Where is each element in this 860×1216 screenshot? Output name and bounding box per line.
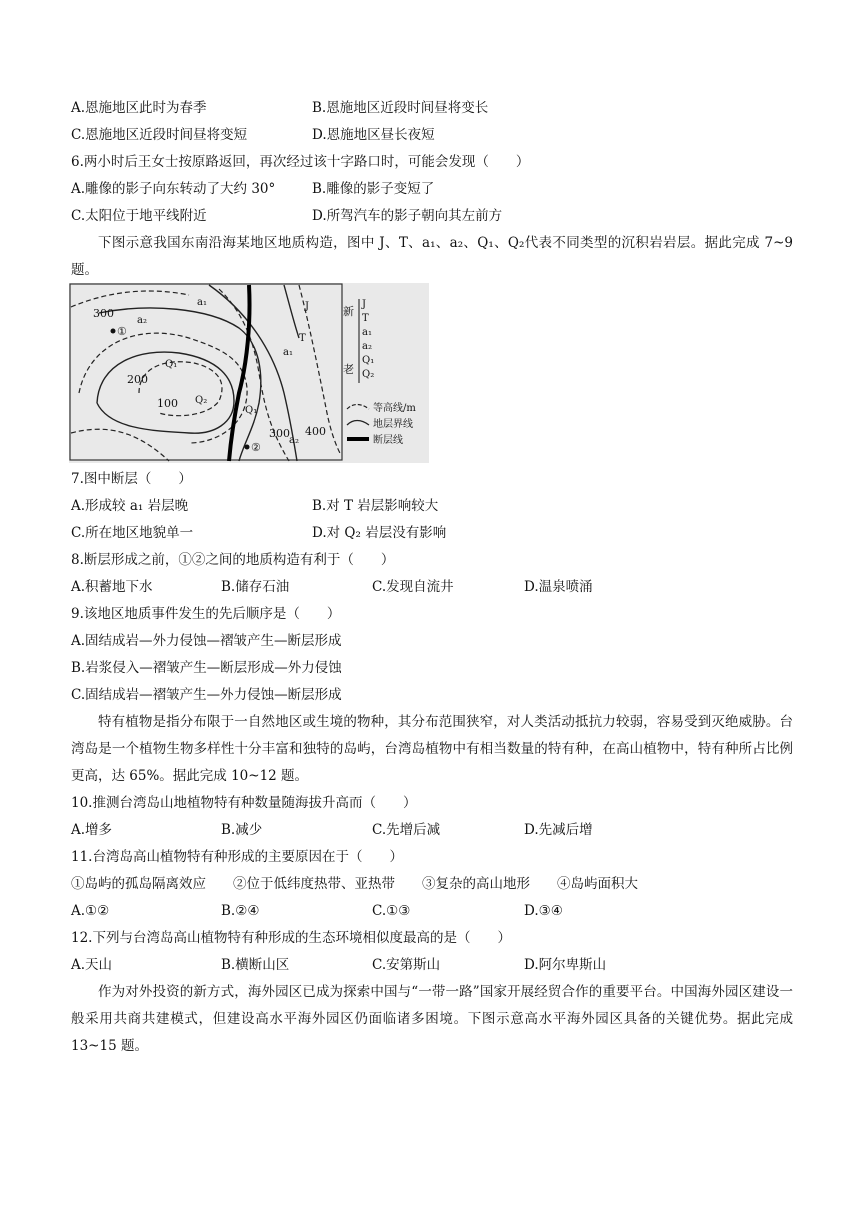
q5-option-c: C.恩施地区近段时间昼将变短 bbox=[71, 127, 248, 143]
q6-option-b: B.雕像的影子变短了 bbox=[312, 181, 435, 197]
q10-option-b: B.减少 bbox=[221, 822, 263, 838]
q8-option-c: C.发现自流井 bbox=[372, 579, 454, 595]
legend-fault-label: 断层线 bbox=[373, 435, 403, 446]
geology-map-figure bbox=[69, 283, 429, 463]
q8-option-b: B.储存石油 bbox=[221, 579, 290, 595]
q12-option-b: B.横断山区 bbox=[221, 957, 290, 973]
q12-stem: 12.下列与台湾岛高山植物特有种形成的生态环境相似度最高的是（ ） bbox=[71, 930, 511, 946]
q9-option-a: A.固结成岩—外力侵蚀—褶皱产生—断层形成 bbox=[71, 633, 342, 649]
contour-label-100: 100 bbox=[157, 397, 178, 410]
strata-t: T bbox=[362, 313, 369, 324]
q11-option-d: D.③④ bbox=[524, 903, 563, 919]
strata-q1: Q₁ bbox=[362, 355, 375, 366]
layer-j: J bbox=[305, 301, 310, 312]
q7-option-a: A.形成较 a₁ 岩层晚 bbox=[71, 498, 189, 514]
q6-option-d: D.所驾汽车的影子朝向其左前方 bbox=[312, 208, 503, 224]
q5-option-b: B.恩施地区近段时间昼将变长 bbox=[312, 100, 489, 116]
q6-option-c: C.太阳位于地平线附近 bbox=[71, 208, 207, 224]
contour-label-200: 200 bbox=[127, 373, 148, 386]
q10-option-d: D.先减后增 bbox=[524, 822, 593, 838]
q6-option-a: A.雕像的影子向东转动了大约 30° bbox=[71, 181, 276, 197]
layer-q1-right: Q₁ bbox=[245, 405, 258, 416]
layer-a2-right: a₂ bbox=[289, 435, 299, 446]
contour-label-400: 400 bbox=[305, 425, 326, 438]
q11-option-a: A.①② bbox=[71, 903, 110, 919]
q11-option-b: B.②④ bbox=[221, 903, 260, 919]
q12-option-a: A.天山 bbox=[71, 957, 113, 973]
q7-stem: 7.图中断层（ ） bbox=[71, 471, 192, 487]
point-1-dot bbox=[111, 329, 116, 334]
q10-option-a: A.增多 bbox=[71, 822, 113, 838]
point-2-dot bbox=[245, 445, 250, 450]
q8-stem: 8.断层形成之前，①②之间的地质构造有利于（ ） bbox=[71, 552, 395, 568]
layer-q2: Q₂ bbox=[195, 395, 208, 406]
layer-a1-top: a₁ bbox=[197, 297, 207, 308]
q11-option-c: C.①③ bbox=[372, 903, 411, 919]
q11-items: ①岛屿的孤岛隔离效应 ②位于低纬度热带、亚热带 ③复杂的高山地形 ④岛屿面积大 bbox=[71, 876, 638, 892]
layer-a1-right: a₁ bbox=[283, 347, 293, 358]
layer-t: T bbox=[299, 333, 306, 344]
strata-a1: a₁ bbox=[362, 327, 372, 338]
intro-q7-9: 下图示意我国东南沿海某地区地质构造，图中 J、T、a₁、a₂、Q₁、Q₂代表不同类型的沉积岩岩层。据此完成 7~9 题。 bbox=[71, 235, 793, 278]
q10-option-c: C.先增后减 bbox=[372, 822, 441, 838]
strata-a2: a₂ bbox=[362, 341, 372, 352]
strata-j: J bbox=[362, 299, 367, 310]
contour-label-300b: 300 bbox=[269, 427, 290, 440]
q8-option-a: A.积蓄地下水 bbox=[71, 579, 153, 595]
q5-option-d: D.恩施地区昼长夜短 bbox=[312, 127, 435, 143]
intro-q13-15: 作为对外投资的新方式，海外园区已成为探索中国与“一带一路”国家开展经贸合作的重要平台。中国海外园区建设一般采用共商共建模式，但建设高水平海外园区仍面临诸多困境。下图示意高水平海外园区具备的关键优势。据此完成 13~15 题。 bbox=[71, 984, 793, 1054]
geology-map bbox=[69, 283, 429, 463]
q7-option-b: B.对 T 岩层影响较大 bbox=[312, 498, 439, 514]
point-2-label: ② bbox=[251, 441, 261, 454]
q11-stem: 11.台湾岛高山植物特有种形成的主要原因在于（ ） bbox=[71, 849, 403, 865]
age-new-label: 新 bbox=[343, 305, 354, 318]
q12-option-d: D.阿尔卑斯山 bbox=[524, 957, 607, 973]
layer-a2-left: a₂ bbox=[137, 315, 147, 326]
q5-option-a: A.恩施地区此时为春季 bbox=[71, 100, 207, 116]
q9-stem: 9.该地区地质事件发生的先后顺序是（ ） bbox=[71, 606, 341, 622]
q10-stem: 10.推测台湾岛山地植物特有种数量随海拔升高而（ ） bbox=[71, 795, 417, 811]
legend-contour-label: 等高线/m bbox=[373, 403, 416, 414]
strata-q2: Q₂ bbox=[362, 369, 375, 380]
q12-option-c: C.安第斯山 bbox=[372, 957, 441, 973]
point-1-label: ① bbox=[117, 325, 127, 338]
q9-option-b: B.岩浆侵入—褶皱产生—断层形成—外力侵蚀 bbox=[71, 660, 342, 676]
q7-option-c: C.所在地区地貌单一 bbox=[71, 525, 194, 541]
intro-q10-12: 特有植物是指分布限于一自然地区或生境的物种，其分布范围狭窄，对人类活动抵抗力较弱，容易受到灭绝威胁。台湾岛是一个植物生物多样性十分丰富和独特的岛屿，台湾岛植物中有相当数量的特有种，在高山植物中，特有种所占比例更高，达 65%。据此完成 10~12 题。 bbox=[71, 714, 793, 784]
q8-option-d: D.温泉喷涌 bbox=[524, 579, 593, 595]
layer-q1: Q₁ bbox=[165, 359, 178, 370]
age-old-label: 老 bbox=[343, 363, 354, 376]
legend-boundary-label: 地层界线 bbox=[373, 419, 413, 430]
q9-option-c: C.固结成岩—褶皱产生—外力侵蚀—断层形成 bbox=[71, 687, 342, 703]
contour-label-300: 300 bbox=[93, 307, 114, 320]
q7-option-d: D.对 Q₂ 岩层没有影响 bbox=[312, 525, 447, 541]
q6-stem: 6.两小时后王女士按原路返回，再次经过该十字路口时，可能会发现（ ） bbox=[71, 154, 530, 170]
